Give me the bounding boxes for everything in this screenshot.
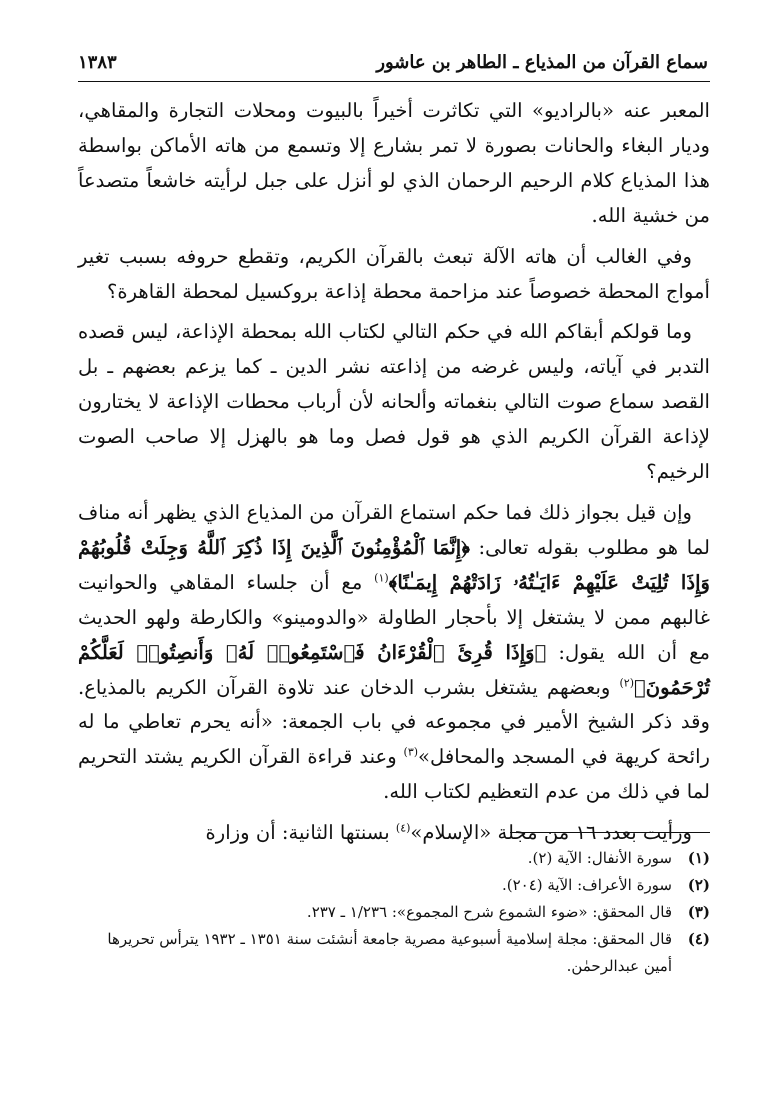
footnote (78, 872, 710, 899)
paragraph (78, 496, 710, 810)
footnote (78, 899, 710, 926)
footnote-number: (٣) (687, 903, 710, 921)
footnote-text: سورة الأعراف: الآية (٢٠٤). (501, 876, 672, 894)
page-number: ١٣٨٣ (78, 52, 117, 73)
footnote-text: سورة الأنفال: الآية (٢). (527, 849, 672, 867)
paragraph (78, 94, 710, 234)
footnote-number: (٤) (687, 930, 710, 948)
paragraph (78, 240, 710, 310)
footnote-marker: (٣) (403, 745, 419, 759)
paragraph-text: وبعضهم يشتغل بشرب الدخان عند تلاوة القرآن الكريم بالمذياع. وقد ذكر الشيخ الأمير في مجموعه في باب الجمعة: «أنه يحرم تعاطي ما له رائحة كريهة في المسجد والمحافل» (78, 675, 710, 769)
paragraph-text: وفي الغالب أن هاته الآلة تبعث بالقرآن الكريم، وتقطع حروفه بسبب تغير أمواج المحطة خصوصاً عند مزاحمة محطة إذاعة بروكسيل لمحطة القاهرة؟ (78, 244, 710, 303)
header-rule (78, 81, 710, 82)
paragraph-text: مع أن جلساء المقاهي والحوانيت غالبهم ممن لا يشتغل إلا بأحجار الطاولة «والدومينو» والكارطة ولهو الحديث مع أن الله يقول: (78, 570, 710, 664)
footnote (78, 926, 710, 980)
footnote-marker: (٢) (619, 675, 635, 689)
paragraph-text: ورأيت بعدد ١٦ من مجلة «الإسلام» (410, 821, 692, 845)
footnote-number: (٢) (687, 876, 710, 894)
paragraph-text: بسنتها الثانية: أن وزارة (205, 821, 396, 845)
footnote-number: (١) (687, 849, 710, 867)
footnote (78, 845, 710, 872)
footnote-marker: (١) (374, 571, 389, 585)
running-title: سماع القرآن من المذياع ـ الطاهر بن عاشور (376, 52, 708, 73)
paragraph-text: وما قولكم أبقاكم الله في حكم التالي لكتاب الله بمحطة الإذاعة، ليس قصده التدبر في آياته، وليس غرضه من إذاعته نشر الدين ـ كما يزعم بعضهم ـ بل القصد سماع صوت التالي بنغماته وألحانه لأن أرباب محطات الإذاعة لا يختارون لإذاعة القرآن الكريم الذي هو قول فصل وما هو بالهزل إلا صاحب الصوت الرخيم؟ (78, 320, 710, 484)
footnotes-section (78, 832, 710, 980)
footnote-rule (510, 832, 710, 833)
paragraph-text: وإن قيل بجواز ذلك فما حكم استماع القرآن من المذياع الذي يظهر أنه مناف لما هو مطلوب بقوله تعالى: (78, 500, 710, 559)
footnote-list (78, 845, 710, 980)
paragraph-text: المعبر عنه «بالراديو» التي تكاثرت أخيراً بالبيوت ومحلات التجارة والمقاهي، وديار البغاء والحانات بصورة لا تمر بشارع إلا وتسمع من هاته الأماكن بواسطة هذا المذياع كلام الرحيم الرحمان الذي لو أنزل على جبل لرأيته خاشعاً متصدعاً من خشية الله. (78, 99, 710, 227)
footnote-text: قال المحقق: «ضوء الشموع شرح المجموع»: ١/٢٣٦ ـ ٢٣٧. (306, 903, 672, 921)
page-header (78, 52, 710, 81)
quran-verse: ﴿وَإِذَا قُرِئَ ٱلْقُرْءَانُ فَٱسْتَمِعُوا۟ لَهُۥ وَأَنصِتُوا۟ لَعَلَّكُمْ تُرْحَمُونَ﴾ (78, 640, 710, 699)
quran-verse: ﴿إِنَّمَا ٱلْمُؤْمِنُونَ ٱلَّذِينَ إِذَا ذُكِرَ ٱللَّهُ وَجِلَتْ قُلُوبُهُمْ وَإِذَا تُلِيَتْ عَلَيْهِمْ ءَايَـٰتُهُۥ زَادَتْهُمْ إِيمَـٰنًا﴾ (78, 535, 710, 594)
paragraph-text: وعند قراءة القرآن الكريم يشتد التحريم لما في ذلك من عدم التعظيم لكتاب الله. (78, 745, 710, 804)
footnote-text: قال المحقق: مجلة إسلامية أسبوعية مصرية جامعة أنشئت سنة ١٣٥١ ـ ١٩٣٢ يترأس تحريرها أمين عبدالرحمٰن. (107, 930, 672, 975)
footnote-marker: (٤) (395, 821, 411, 835)
paragraph (78, 315, 710, 490)
page (78, 52, 710, 857)
main-text (78, 94, 710, 851)
